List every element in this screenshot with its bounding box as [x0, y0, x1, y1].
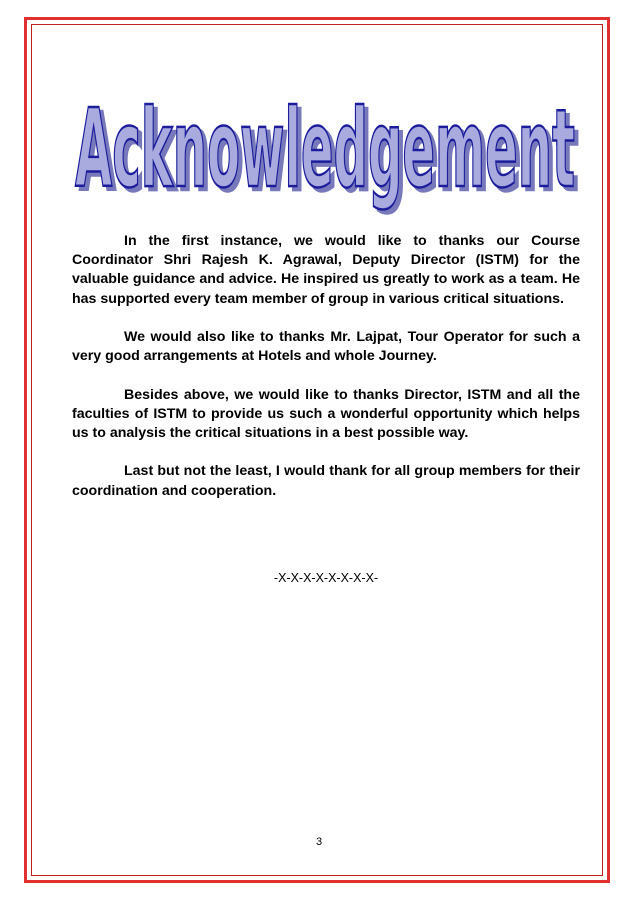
acknowledgement-body — [72, 232, 580, 520]
paragraph-course-coordinator: In the first instance, we would like to thanks our Course Coordinator Shri Rajesh K. Agrawal, Deputy Director (ISTM) for the valuable guidance and advice. He inspired us greatly to work as a team. He has supported every team member of group in various critical situations. — [72, 233, 580, 307]
title-svg — [70, 74, 580, 234]
paragraph-tour-operator: We would also like to thanks Mr. Lajpat, Tour Operator for such a very good arrangements at Hotels and whole Journey. — [72, 329, 580, 365]
page-number: 3 — [315, 836, 323, 848]
paragraph-group-members: Last but not the least, I would thank for all group members for their coordination and cooperation. — [72, 463, 580, 499]
closing-marker: -X-X-X-X-X-X-X-X- — [273, 571, 379, 585]
document-title: Acknowledgement — [75, 87, 575, 212]
title-wordart — [70, 74, 580, 234]
paragraph-director-istm: Besides above, we would like to thanks Director, ISTM and all the faculties of ISTM to provide us such a wonderful opportunity which helps us to analysis the critical situations in a best possible way. — [72, 386, 580, 441]
